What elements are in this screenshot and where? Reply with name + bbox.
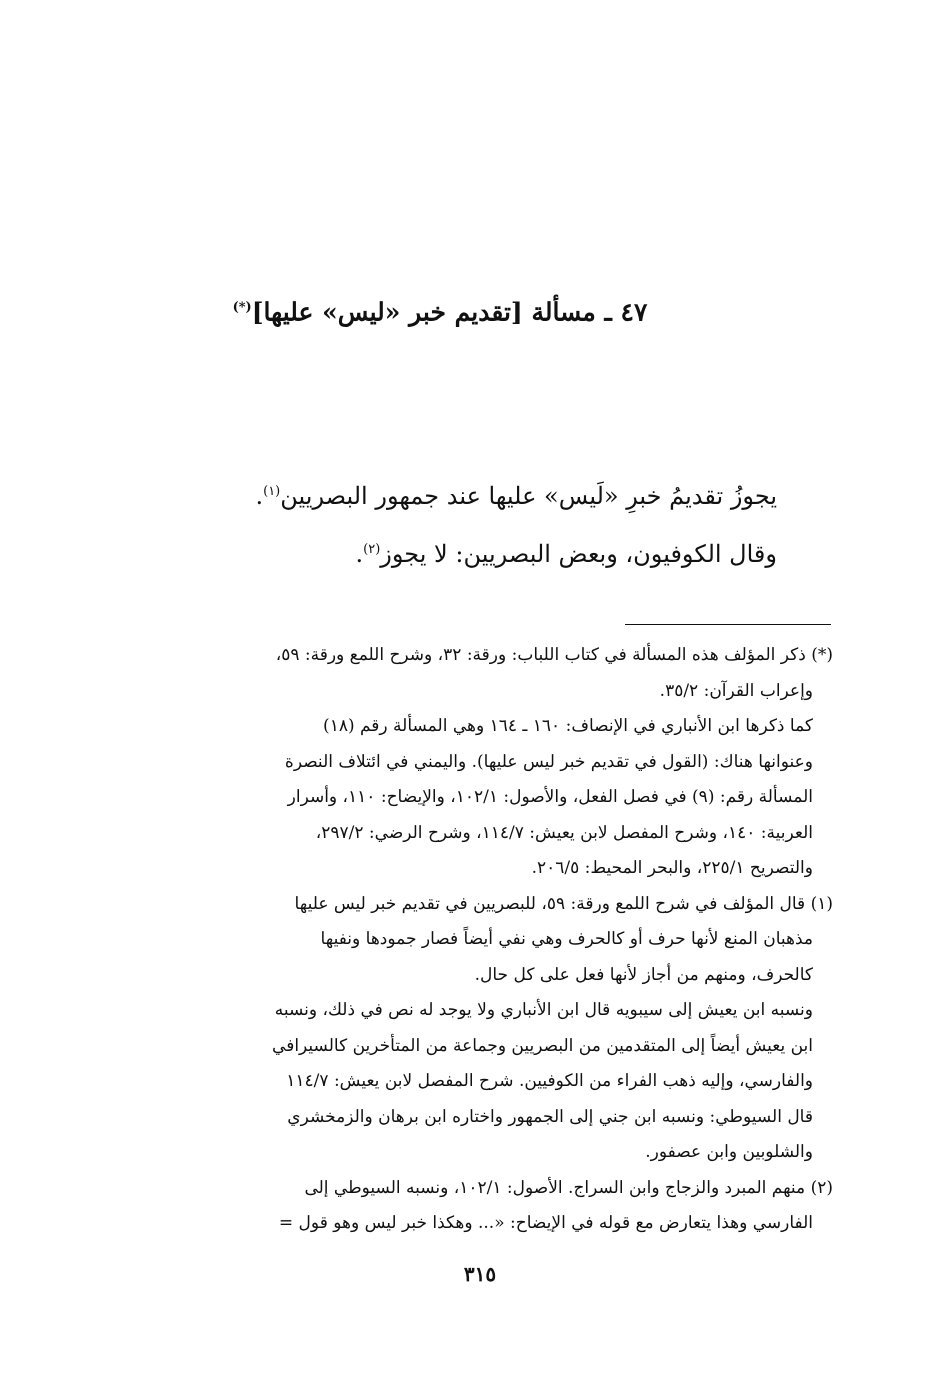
footnote-text: مذهبان المنع لأنها حرف أو كالحرف وهي نفي أيضاً فصار جمودها ونفيها xyxy=(320,929,813,949)
footnote-2 xyxy=(133,1171,833,1242)
footnotes xyxy=(133,638,833,1242)
footnote-1-marker: (١) xyxy=(810,893,833,914)
footnote-text: ذكر المؤلف هذه المسألة في كتاب اللباب: ورقة: ٣٢، وشرح اللمع ورقة: ٥٩، xyxy=(275,645,806,665)
section-title xyxy=(200,288,680,332)
body-line-1 xyxy=(157,472,777,516)
footnote-text: العربية: ١٤٠، وشرح المفصل لابن يعيش: ١١٤/٧، وشرح الرضي: ٢٩٧/٢، xyxy=(315,822,813,843)
footnote-text: الفارسي وهذا يتعارض مع قوله في الإيضاح: «... وهكذا خبر ليس وهو قول = xyxy=(278,1213,813,1233)
body-line-2-text: وقال الكوفيون، وبعض البصريين: لا يجوز xyxy=(380,540,777,568)
page-number: ٣١٥ xyxy=(463,1262,497,1286)
footnote-text: والتصريح ٢٢٥/١، والبحر المحيط: ٢٠٦/٥. xyxy=(531,858,813,878)
footnote-star xyxy=(133,638,833,887)
footnote-text: قال السيوطي: ونسبه ابن جني إلى الجمهور واختاره ابن برهان والزمخشري xyxy=(287,1106,813,1127)
footnote-text: والشلوبين وابن عصفور. xyxy=(645,1142,813,1162)
body-line-1-end: . xyxy=(255,482,264,510)
footnote-star-marker: (*) xyxy=(811,645,833,665)
footnote-1 xyxy=(133,887,833,1171)
body-line-2 xyxy=(157,530,777,574)
footnote-2-marker: (٢) xyxy=(810,1177,833,1198)
footnote-text: وعنوانها هناك: (القول في تقديم خبر ليس عليها). واليمني في ائتلاف النصرة xyxy=(284,751,813,772)
footnote-text: منهم المبرد والزجاج وابن السراج. الأصول: ١٠٢/١، ونسبه السيوطي إلى xyxy=(304,1177,806,1198)
footnote-1-line xyxy=(133,887,833,923)
footnote-text: قال المؤلف في شرح اللمع ورقة: ٥٩، للبصريين في تقديم خبر ليس عليها xyxy=(294,893,806,914)
footnote-text: كما ذكرها ابن الأنباري في الإنصاف: ١٦٠ ـ ١٦٤ وهي المسألة رقم (١٨) xyxy=(323,716,813,736)
body-line-1-text: يجوزُ تقديمُ خبرِ «لَيس» عليها عند جمهور البصريين xyxy=(280,482,777,510)
footnote-star-line xyxy=(133,638,833,674)
footnote-2-line xyxy=(133,1171,833,1207)
footnote-text: وإعراب القرآن: ٣٥/٢. xyxy=(659,680,813,701)
title-text: ٤٧ ـ مسألة [تقديم خبر «ليس» عليها] xyxy=(251,297,648,327)
footnote-ref-2[interactable]: (٢) xyxy=(363,542,381,557)
footnote-separator xyxy=(625,624,831,625)
footnote-text: كالحرف، ومنهم من أجاز لأنها فعل على كل حال. xyxy=(474,964,813,985)
footnote-text: المسألة رقم: (٩) في فصل الفعل، والأصول: ١٠٢/١، والإيضاح: ١١٠، وأسرار xyxy=(287,787,813,807)
footnote-ref-1[interactable]: (١) xyxy=(263,484,281,499)
footnote-text: ابن يعيش أيضاً إلى المتقدمين من البصريين وجماعة من المتأخرين كالسيرافي xyxy=(272,1035,813,1056)
body-line-2-end: . xyxy=(355,540,364,568)
title-footnote-mark: (*) xyxy=(232,300,252,315)
footnote-text: والفارسي، وإليه ذهب الفراء من الكوفيين. شرح المفصل لابن يعيش: ١١٤/٧ xyxy=(286,1071,813,1091)
footnote-text: ونسبه ابن يعيش إلى سيبويه قال ابن الأنباري ولا يوجد له نص في ذلك، ونسبه xyxy=(274,1000,813,1020)
